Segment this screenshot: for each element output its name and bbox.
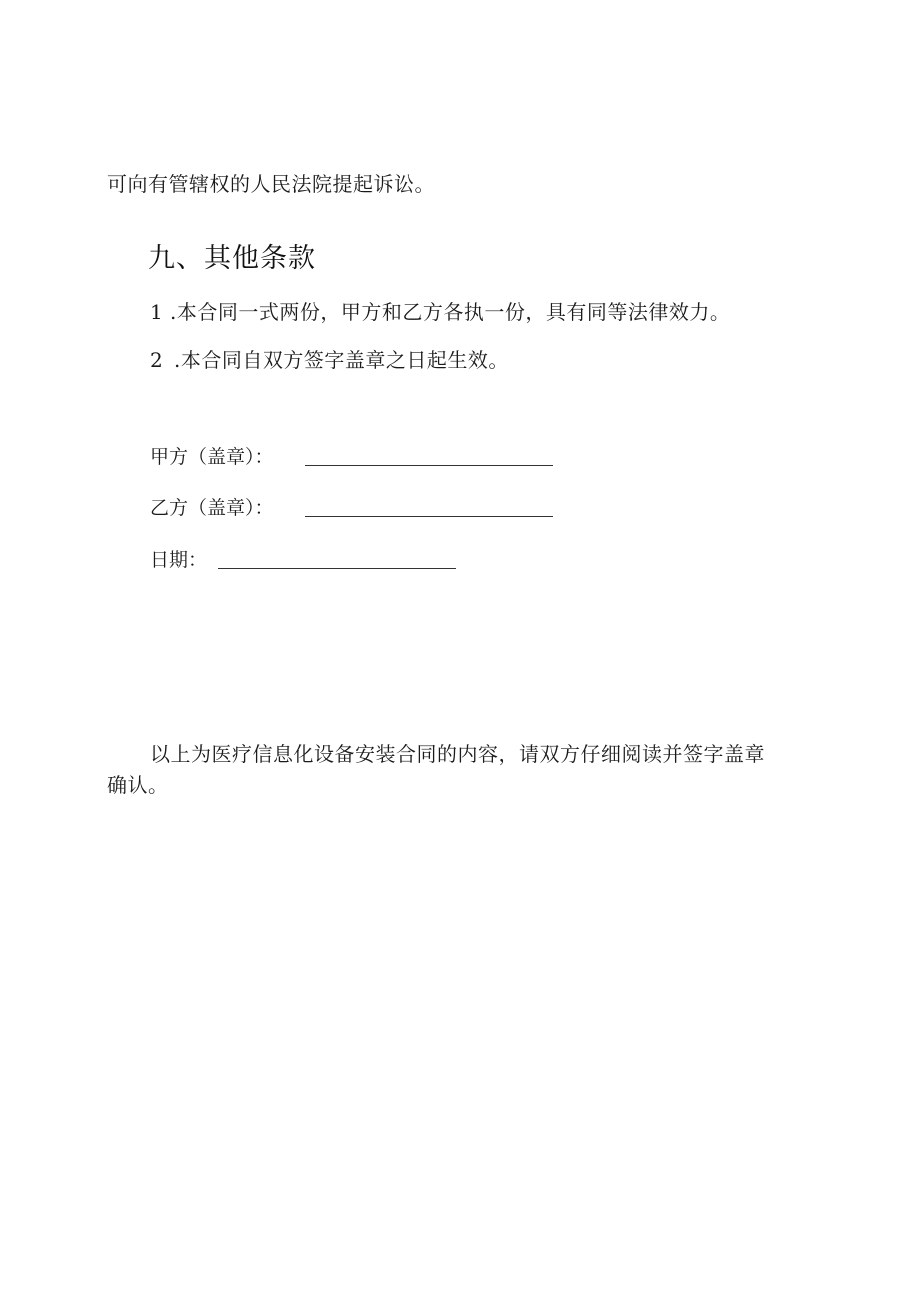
continuation-text: 可向有管辖权的人民法院提起诉讼。 bbox=[107, 172, 435, 196]
party-a-signature-line[interactable] bbox=[305, 465, 553, 466]
clause-2-text: .本合同自双方签字盖章之日起生效。 bbox=[174, 348, 509, 372]
date-label: 日期： bbox=[150, 549, 208, 571]
clause-1 bbox=[150, 300, 730, 324]
party-b-signature-line[interactable] bbox=[305, 516, 553, 517]
clause-2 bbox=[150, 348, 509, 372]
closing-paragraph-line-2: 确认。 bbox=[107, 773, 169, 797]
section-heading: 九、其他条款 bbox=[148, 243, 316, 274]
party-a-label: 甲方（盖章）： bbox=[150, 446, 274, 468]
clause-2-number: 2 bbox=[150, 348, 164, 372]
closing-paragraph-line-1: 以上为医疗信息化设备安装合同的内容，请双方仔细阅读并签字盖章 bbox=[150, 742, 765, 766]
party-b-label: 乙方（盖章）： bbox=[150, 497, 274, 519]
date-signature-line[interactable] bbox=[218, 568, 456, 569]
clause-1-number: 1 bbox=[150, 300, 164, 324]
clause-1-text: .本合同一式两份，甲方和乙方各执一份，具有同等法律效力。 bbox=[170, 300, 731, 324]
